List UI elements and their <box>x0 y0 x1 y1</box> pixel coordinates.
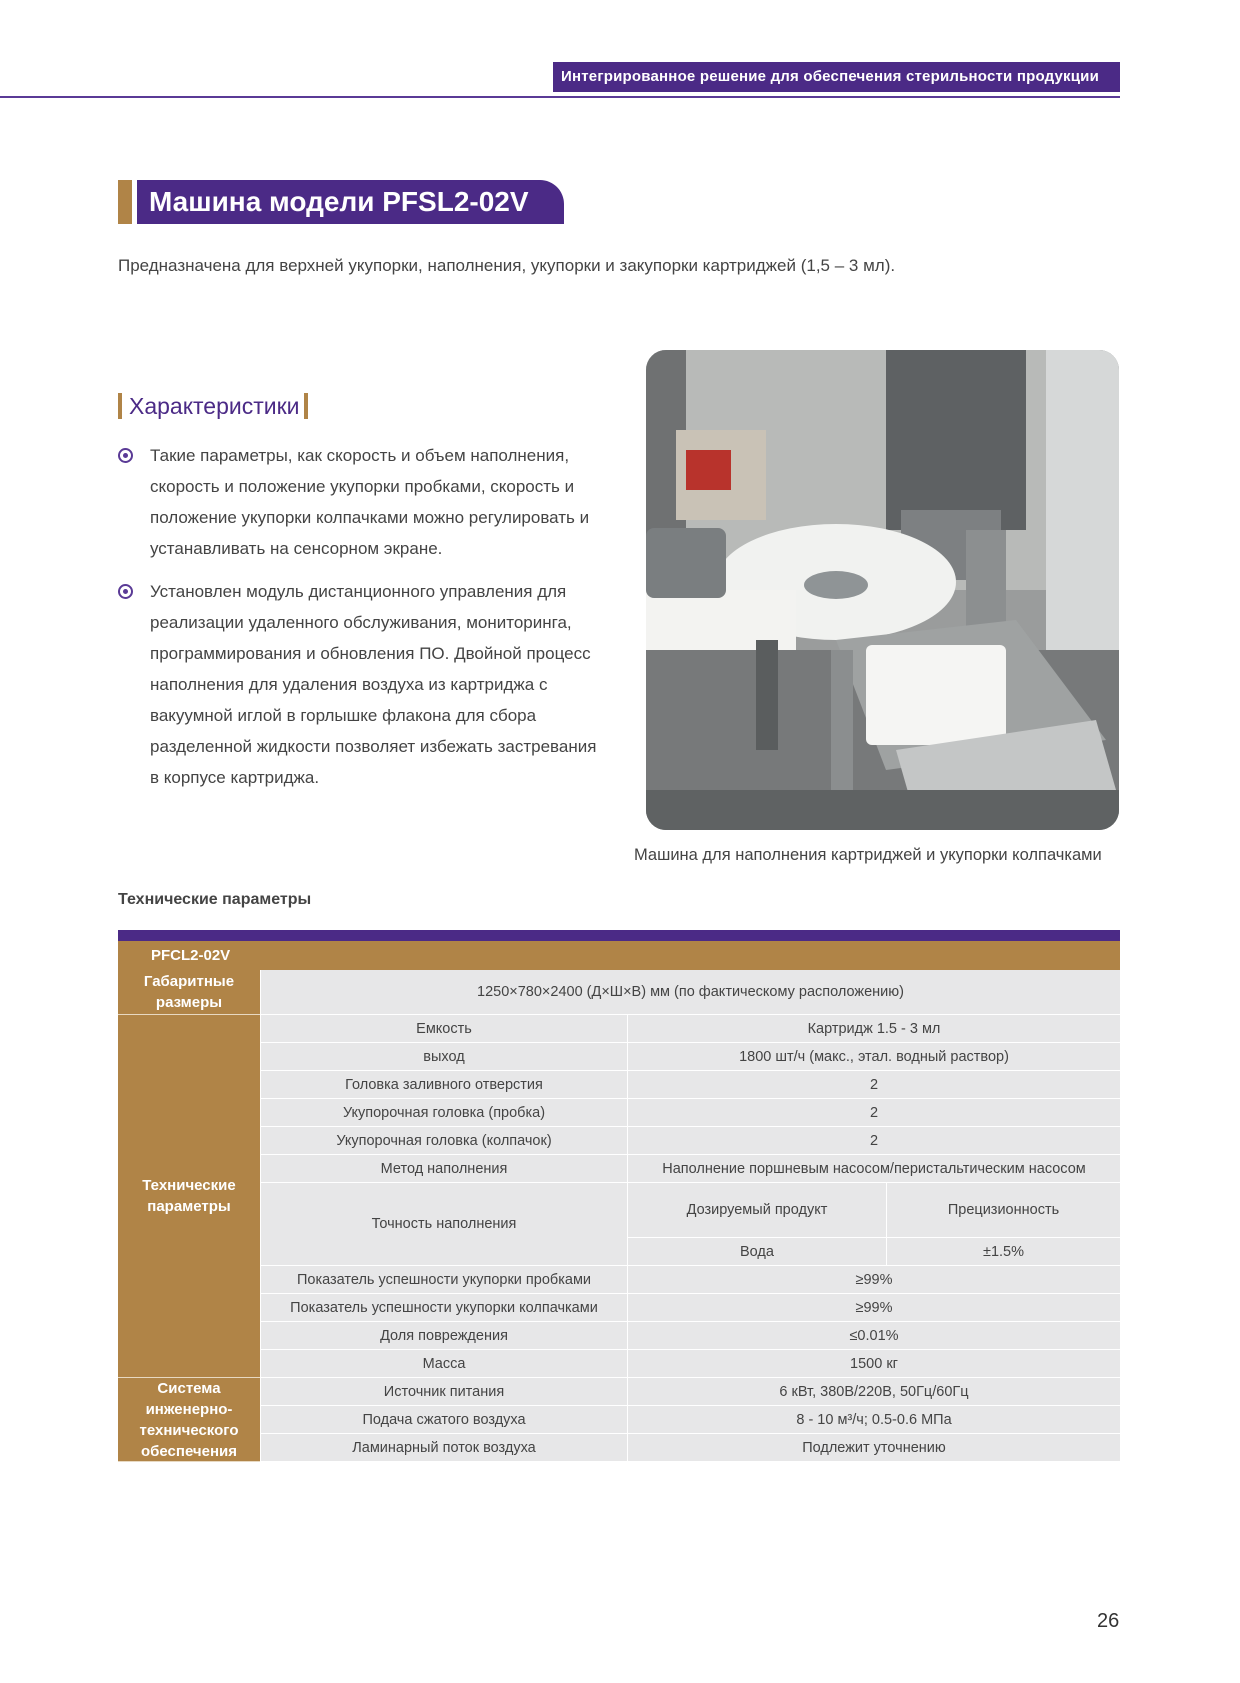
photo-caption: Машина для наполнения картриджей и укупорки колпачками <box>634 846 1102 864</box>
table-cell-label: Показатель успешности укупорки колпачками <box>260 1294 627 1322</box>
table-cell-label: Укупорочная головка (пробка) <box>260 1099 627 1127</box>
dimensions-header: Габаритные размеры <box>118 970 260 1015</box>
accuracy-value: Вода <box>627 1238 886 1266</box>
table-cell-label: выход <box>260 1043 627 1071</box>
table-cell-value: 8 - 10 м³/ч; 0.5-0.6 МПа <box>627 1406 1120 1434</box>
table-cell-value: Картридж 1.5 - 3 мл <box>627 1015 1120 1043</box>
table-cell-value: 2 <box>627 1127 1120 1155</box>
table-cell-label: Подача сжатого воздуха <box>260 1406 627 1434</box>
intro-text: Предназначена для верхней укупорки, наполнения, укупорки и закупорки картриджей (1,5 – 3 мл). <box>118 256 896 275</box>
tech-group-header: Технические параметры <box>118 1015 260 1378</box>
features-heading <box>118 392 308 420</box>
feature-line: реализации удаленного обслуживания, мониторинга, <box>150 613 572 632</box>
header-banner: Интегрированное решение для обеспечения стерильности продукции <box>553 62 1120 92</box>
accuracy-label: Точность наполнения <box>260 1183 627 1266</box>
table-cell-label: Источник питания <box>260 1378 627 1406</box>
feature-line: наполнения для удаления воздуха из картриджа с <box>150 675 548 694</box>
feature-line: Такие параметры, как скорость и объем наполнения, <box>150 446 570 465</box>
feature-line: устанавливать на сенсорном экране. <box>150 539 443 558</box>
table-cell-label: Метод наполнения <box>260 1155 627 1183</box>
table-cell-label: Укупорочная головка (колпачок) <box>260 1127 627 1155</box>
header-rule <box>0 96 1120 98</box>
features-heading-text: Характеристики <box>129 392 300 419</box>
machine-photo <box>646 350 1119 830</box>
table-cell-value: Наполнение поршневым насосом/перистальтическим насосом <box>627 1155 1120 1183</box>
table-cell-value: Подлежит уточнению <box>627 1434 1120 1462</box>
table-cell-value: ≥99% <box>627 1266 1120 1294</box>
title-accent <box>118 180 132 224</box>
heading-bar-left <box>118 393 122 419</box>
feature-line: в корпусе картриджа. <box>150 768 320 787</box>
table-cell-value: 6 кВт, 380В/220В, 50Гц/60Гц <box>627 1378 1120 1406</box>
table-model-header: PFCL2-02V <box>118 941 1120 970</box>
feature-line: разделенной жидкости позволяет избежать застревания <box>150 737 597 756</box>
table-cell-label: Масса <box>260 1350 627 1378</box>
feature-line: положение укупорки колпачками можно регулировать и <box>150 508 590 527</box>
specs-table <box>118 970 1120 1462</box>
specs-title: Технические параметры <box>118 891 312 908</box>
bullet-icon <box>118 448 133 463</box>
table-cell-label: Емкость <box>260 1015 627 1043</box>
table-cell-value: ≤0.01% <box>627 1322 1120 1350</box>
feature-item <box>118 440 618 564</box>
dimensions-value: 1250×780×2400 (Д×Ш×В) мм (по фактическому расположению) <box>260 970 1120 1015</box>
feature-line: Установлен модуль дистанционного управления для <box>150 582 567 601</box>
feature-item <box>118 576 618 793</box>
accuracy-col-header: Дозируемый продукт <box>627 1183 886 1238</box>
feature-list <box>118 440 618 805</box>
accuracy-col-header: Прецизионность <box>886 1183 1120 1238</box>
feature-line: программирования и обновления ПО. Двойной процесс <box>150 644 591 663</box>
heading-bar-right <box>304 393 308 419</box>
page-title: Машина модели PFSL2-02V <box>137 180 564 224</box>
table-cell-value: 2 <box>627 1099 1120 1127</box>
feature-line: скорость и положение укупорки пробками, скорость и <box>150 477 575 496</box>
accuracy-value: ±1.5% <box>886 1238 1120 1266</box>
table-top-bar <box>118 930 1120 941</box>
table-cell-label: Головка заливного отверстия <box>260 1071 627 1099</box>
bullet-icon <box>118 584 133 599</box>
table-cell-label: Показатель успешности укупорки пробками <box>260 1266 627 1294</box>
feature-line: вакуумной иглой в горлышке флакона для сбора <box>150 706 537 725</box>
table-cell-label: Ламинарный поток воздуха <box>260 1434 627 1462</box>
page-number: 26 <box>1097 1610 1120 1632</box>
table-cell-value: 2 <box>627 1071 1120 1099</box>
table-cell-value: 1500 кг <box>627 1350 1120 1378</box>
table-cell-label: Доля повреждения <box>260 1322 627 1350</box>
utility-group-header: Система инженерно-технического обеспечения <box>118 1378 260 1462</box>
table-cell-value: 1800 шт/ч (макс., этал. водный раствор) <box>627 1043 1120 1071</box>
table-cell-value: ≥99% <box>627 1294 1120 1322</box>
